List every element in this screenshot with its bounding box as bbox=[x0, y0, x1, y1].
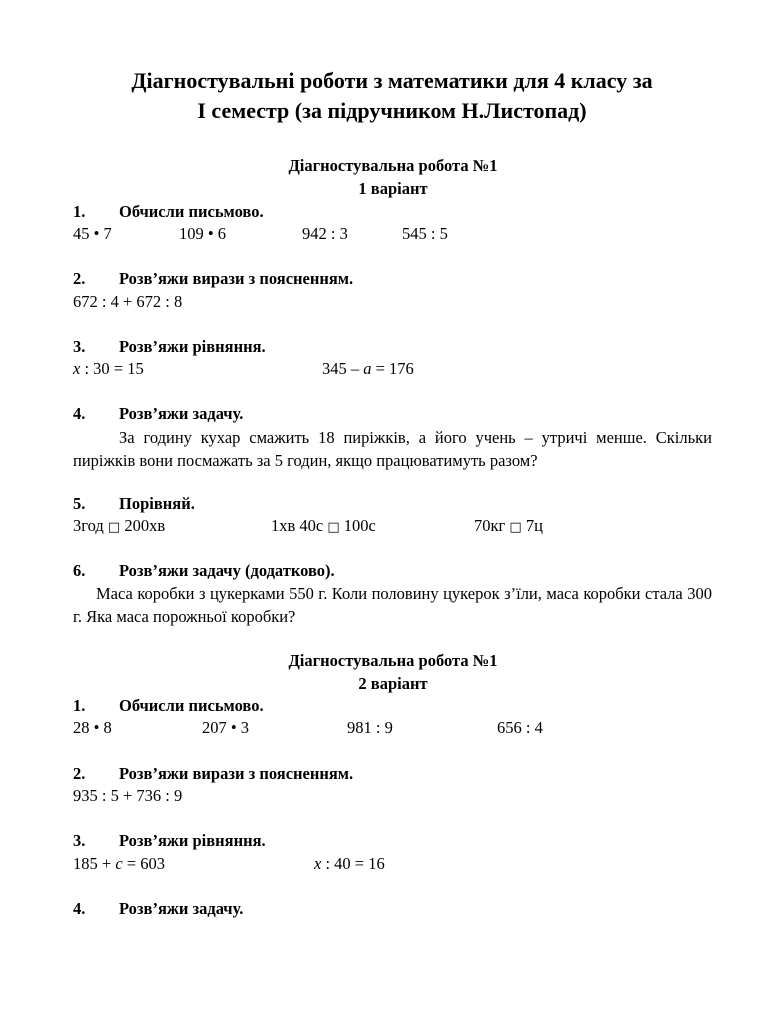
compare-right: 7ц bbox=[521, 516, 543, 535]
q1-number: 1. bbox=[73, 202, 86, 221]
q6-number: 6. bbox=[73, 561, 86, 580]
v2-q1-instruction: Обчисли письмово. bbox=[119, 696, 264, 715]
equation-rest: : 40 = 16 bbox=[321, 854, 385, 873]
v2-q1-item-4: 656 : 4 bbox=[497, 718, 543, 737]
v2-q1-item-1: 28 • 8 bbox=[73, 718, 112, 737]
equation-rest: = 603 bbox=[122, 854, 165, 873]
equation-rest: : 30 = 15 bbox=[80, 359, 144, 378]
variable: x bbox=[73, 359, 81, 378]
compare-left: 3год bbox=[73, 516, 108, 535]
v2-q2-expression: 935 : 5 + 736 : 9 bbox=[73, 786, 183, 805]
q1-instruction: Обчисли письмово. bbox=[119, 202, 264, 221]
v2-q3-equation-2 bbox=[314, 854, 385, 874]
q1-item-1: 45 • 7 bbox=[73, 224, 112, 243]
q2-expression: 672 : 4 + 672 : 8 bbox=[73, 292, 183, 311]
compare-box-icon: □ bbox=[327, 520, 340, 535]
equation-pre: 185 + bbox=[73, 854, 116, 873]
variant-label-2: 2 варіант bbox=[358, 674, 428, 693]
v2-q1-number: 1. bbox=[73, 696, 86, 715]
work-heading-2: Діагностувальна робота №1 bbox=[288, 651, 498, 670]
compare-right: 200хв bbox=[120, 516, 166, 535]
variable: c bbox=[115, 854, 123, 873]
q4-number: 4. bbox=[73, 404, 86, 423]
q4-problem-text: За годину кухар смажить 18 пиріжків, а його учень – утричі менше. Скільки пиріжків вони посмажать за 5 годин, якщо працюватимуть разом? bbox=[73, 428, 712, 470]
work-heading-1: Діагностувальна робота №1 bbox=[288, 156, 498, 175]
q1-item-3: 942 : 3 bbox=[302, 224, 348, 243]
q5-compare-3 bbox=[474, 516, 543, 538]
equation-pre: 345 – bbox=[322, 359, 364, 378]
q5-number: 5. bbox=[73, 494, 86, 513]
v2-q3-instruction: Розв’яжи рівняння. bbox=[119, 831, 266, 850]
q2-number: 2. bbox=[73, 269, 86, 288]
compare-box-icon: □ bbox=[107, 520, 121, 535]
compare-box-icon: □ bbox=[509, 520, 522, 535]
q3-equation-1 bbox=[73, 359, 144, 379]
variant-label-1: 1 варіант bbox=[358, 179, 428, 198]
v2-q1-item-3: 981 : 9 bbox=[347, 718, 393, 737]
v2-q2-number: 2. bbox=[73, 764, 86, 783]
equation-rest: = 176 bbox=[371, 359, 414, 378]
v2-q1-item-2: 207 • 3 bbox=[202, 718, 250, 737]
variable: x bbox=[314, 854, 322, 873]
q1-item-4: 545 : 5 bbox=[402, 224, 448, 243]
v2-q3-number: 3. bbox=[73, 831, 86, 850]
title-line-1: Діагностувальні роботи з математики для 4 класу за bbox=[131, 68, 653, 93]
q6-problem-text: Маса коробки з цукерками 550 г. Коли половину цукерок з’їли, маса коробки стала 300 г. Яка маса порожньої коробки? bbox=[73, 584, 712, 626]
q6-instruction: Розв’яжи задачу (додатково). bbox=[119, 561, 335, 580]
compare-left: 1хв 40с bbox=[271, 516, 328, 535]
v2-q4-number: 4. bbox=[73, 899, 86, 918]
title-line-2: І семестр (за підручником Н.Листопад) bbox=[197, 98, 587, 123]
q5-compare-2 bbox=[271, 516, 376, 538]
q4-instruction: Розв’яжи задачу. bbox=[119, 404, 244, 423]
compare-right: 100с bbox=[339, 516, 376, 535]
document-title bbox=[80, 66, 704, 126]
q3-number: 3. bbox=[73, 337, 86, 356]
v2-q4-instruction: Розв’яжи задачу. bbox=[119, 899, 244, 918]
variable: a bbox=[363, 359, 372, 378]
q3-equation-2 bbox=[322, 359, 414, 379]
q5-instruction: Порівняй. bbox=[119, 494, 195, 513]
q1-item-2: 109 • 6 bbox=[179, 224, 227, 243]
q5-compare-1 bbox=[73, 516, 165, 538]
q2-instruction: Розв’яжи вирази з поясненням. bbox=[119, 269, 354, 288]
v2-q2-instruction: Розв’яжи вирази з поясненням. bbox=[119, 764, 354, 783]
q3-instruction: Розв’яжи рівняння. bbox=[119, 337, 266, 356]
compare-left: 70кг bbox=[474, 516, 510, 535]
v2-q3-equation-1 bbox=[73, 854, 165, 874]
